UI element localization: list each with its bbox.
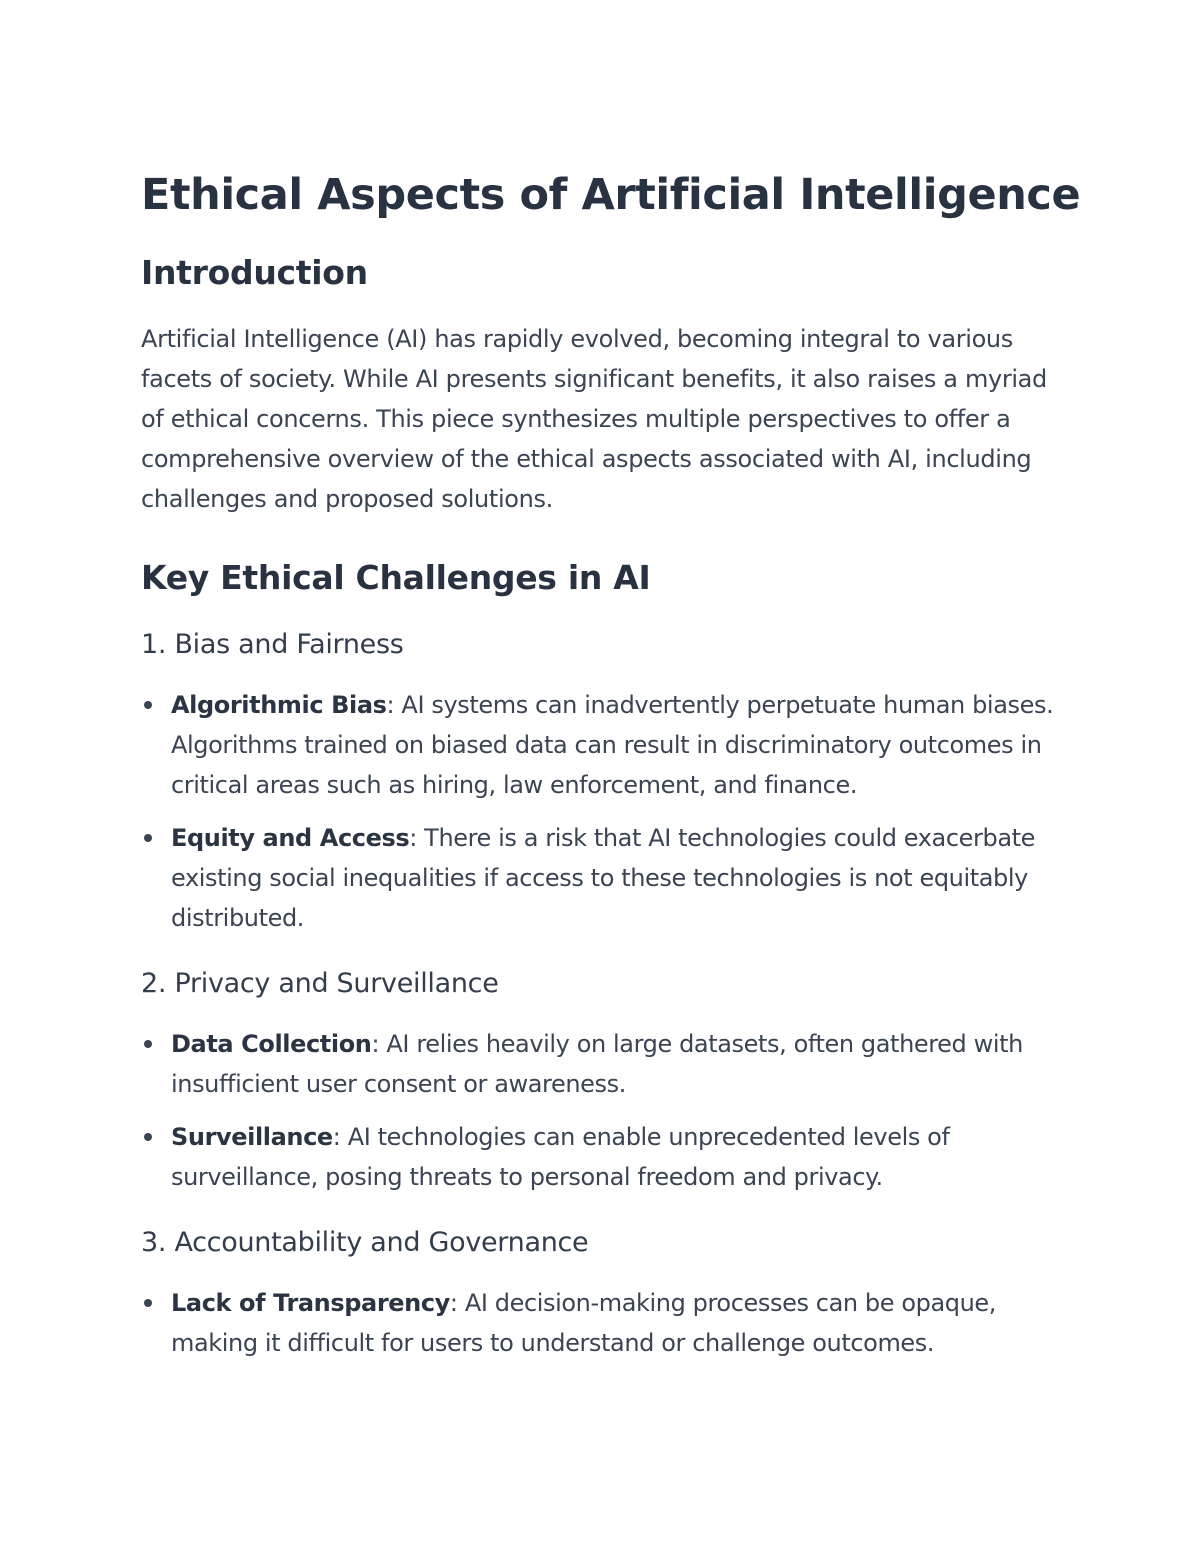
bullet-icon <box>144 1299 152 1307</box>
section-heading-privacy-surveillance: 2. Privacy and Surveillance <box>141 968 499 999</box>
privacy-surveillance-list <box>141 1024 1060 1197</box>
list-item-text: : AI systems can inadvertently perpetuate human biases. Algorithms trained on biased data can result in discriminatory outcomes in critical areas such as hiring, law enforcement, and finance. <box>171 691 1054 799</box>
list-item-term: Surveillance <box>171 1123 333 1151</box>
bullet-icon <box>144 834 152 842</box>
list-item-text: : There is a risk that AI technologies could exacerbate existing social inequalities if access to these technologies is not equitably distributed. <box>171 824 1035 932</box>
list-item-text: : AI decision-making processes can be opaque, making it difficult for users to understand or challenge outcomes. <box>171 1289 997 1357</box>
introduction-paragraph: Artificial Intelligence (AI) has rapidly evolved, becoming integral to various facets of society. While AI presents significant benefits, it also raises a myriad of ethical concerns. This piece synthesizes multiple perspectives to offer a comprehensive overview of the ethical aspects associated with AI, including challenges and proposed solutions. <box>141 325 1047 513</box>
list-item <box>141 818 1060 938</box>
list-item-text: : AI relies heavily on large datasets, often gathered with insufficient user consent or awareness. <box>171 1030 1023 1098</box>
list-item <box>141 1283 1060 1363</box>
bias-fairness-list <box>141 685 1060 938</box>
document-title: Ethical Aspects of Artificial Intelligence <box>141 170 1081 220</box>
list-item <box>141 685 1060 805</box>
accountability-governance-list <box>141 1283 1060 1363</box>
list-item <box>141 1024 1060 1104</box>
section-heading-accountability-governance: 3. Accountability and Governance <box>141 1227 589 1258</box>
introduction-heading: Introduction <box>141 253 368 292</box>
section-heading-bias-fairness: 1. Bias and Fairness <box>141 629 404 660</box>
list-item-term: Algorithmic Bias <box>171 691 387 719</box>
list-item <box>141 1117 1060 1197</box>
bullet-icon <box>144 701 152 709</box>
list-item-term: Data Collection <box>171 1030 372 1058</box>
bullet-icon <box>144 1040 152 1048</box>
challenges-heading: Key Ethical Challenges in AI <box>141 558 651 597</box>
list-item-text: : AI technologies can enable unprecedented levels of surveillance, posing threats to personal freedom and privacy. <box>171 1123 950 1191</box>
list-item-term: Lack of Transparency <box>171 1289 450 1317</box>
bullet-icon <box>144 1133 152 1141</box>
list-item-term: Equity and Access <box>171 824 410 852</box>
